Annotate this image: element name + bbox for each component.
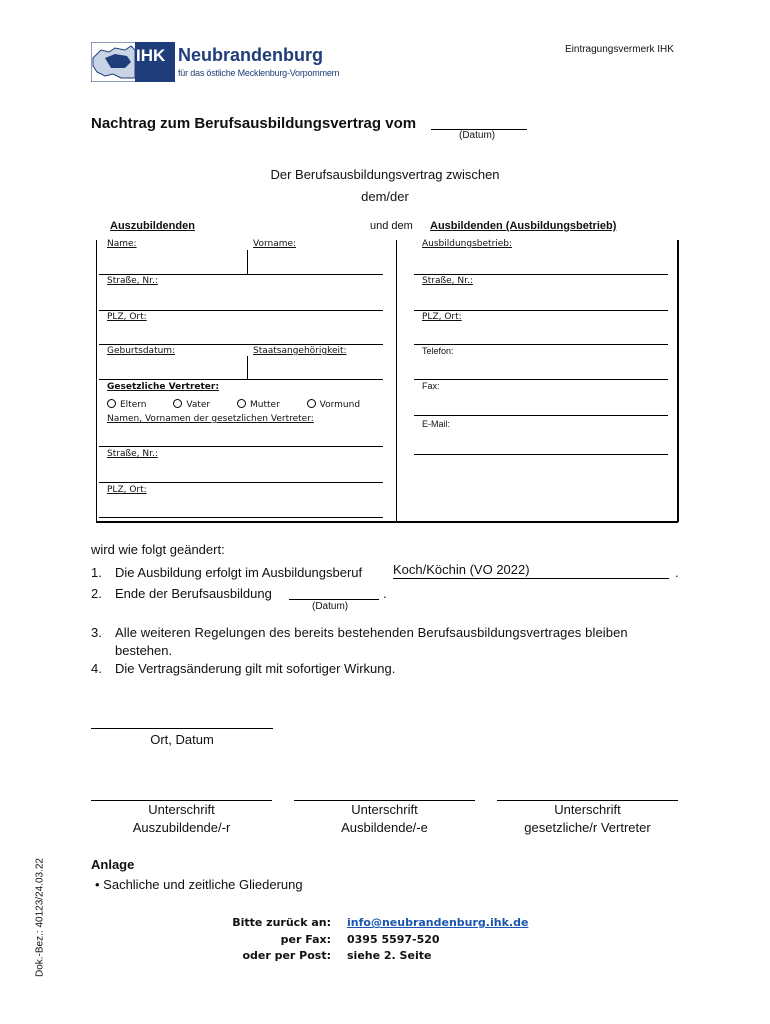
- intro-line-2: dem/der: [361, 189, 409, 204]
- betrieb-heading: Ausbildenden (Ausbildungsbetrieb): [430, 220, 617, 232]
- signature-betrieb-line1: Unterschrift: [351, 802, 418, 817]
- signature-azubi-line2: Auszubildende/-r: [132, 820, 231, 835]
- azubi-name-field[interactable]: [99, 274, 383, 275]
- azubi-staat-label: Staatsangehörigkeit:: [253, 346, 347, 356]
- box-left-border: [96, 240, 97, 522]
- signature-azubi-line1: Unterschrift: [148, 802, 215, 817]
- send-fax-value: 0395 5597-520: [347, 933, 440, 946]
- vertreter-strasse-label: Straße, Nr.:: [107, 449, 158, 459]
- send-email-link[interactable]: info@neubrandenburg.ihk.de: [347, 916, 529, 929]
- vertreter-namen-field[interactable]: [99, 446, 383, 447]
- intro-line-1: Der Berufsausbildungsvertrag zwischen: [270, 167, 500, 182]
- signature-azubi-label: [91, 801, 272, 837]
- vertreter-options: [107, 399, 384, 410]
- option-vater-label: Vater: [186, 400, 211, 410]
- box-middle-border: [396, 240, 397, 522]
- send-label-1: Bitte zurück an:: [232, 916, 331, 929]
- vertreter-strasse-field[interactable]: [99, 482, 383, 483]
- change-item-1-number: 1.: [91, 565, 102, 580]
- ort-datum-field[interactable]: [91, 728, 273, 729]
- ort-datum-label: Ort, Datum: [150, 732, 214, 747]
- vertreter-plz-field[interactable]: [99, 517, 383, 518]
- azubi-geburt-label: Geburtsdatum:: [107, 346, 176, 356]
- betrieb-email-label: E-Mail:: [422, 419, 451, 429]
- vertreter-plz-label: PLZ, Ort:: [107, 485, 147, 495]
- ausbildungsberuf-underline: [393, 578, 669, 579]
- page-title: Nachtrag zum Berufsausbildungsvertrag vom: [91, 115, 417, 132]
- betrieb-email-field[interactable]: [414, 454, 668, 455]
- radio-mutter[interactable]: [237, 399, 246, 408]
- change-item-3-number: 3.: [91, 625, 102, 640]
- send-label-3: oder per Post:: [242, 949, 331, 962]
- azubi-geburt-field[interactable]: [99, 379, 383, 380]
- signature-vertreter-line1: Unterschrift: [554, 802, 621, 817]
- radio-vater[interactable]: [173, 399, 182, 408]
- azubi-name-label: Name:: [107, 239, 137, 249]
- option-vater[interactable]: [173, 400, 210, 410]
- logo-subtitle: für das östliche Mecklenburg-Vorpommern: [178, 68, 340, 78]
- send-label-2: per Fax:: [280, 933, 331, 946]
- betrieb-strasse-field[interactable]: [414, 310, 668, 311]
- box-right-border: [677, 240, 679, 522]
- signature-vertreter-label: [497, 801, 678, 837]
- ausbildungsende-hint: (Datum): [312, 601, 349, 612]
- signature-betrieb-line2: Ausbildende/-e: [341, 820, 428, 835]
- betrieb-plz-field[interactable]: [414, 344, 668, 345]
- betrieb-name-field[interactable]: [414, 274, 668, 275]
- change-item-2-end: .: [383, 586, 387, 601]
- change-item-2-text: Ende der Berufsausbildung: [115, 586, 272, 601]
- betrieb-fax-field[interactable]: [414, 415, 668, 416]
- azubi-strasse-field[interactable]: [99, 310, 383, 311]
- ausbildungsende-field[interactable]: [289, 599, 379, 600]
- signature-vertreter-line2: gesetzliche/r Vertreter: [524, 820, 651, 835]
- change-item-3-text: Alle weiteren Regelungen des bereits bestehenden Berufsausbildungsvertrages bleiben: [115, 625, 628, 640]
- betrieb-name-label: Ausbildungsbetrieb:: [422, 239, 513, 249]
- vertreter-namen-label: Namen, Vornamen der gesetzlichen Vertreter:: [107, 414, 314, 424]
- geburt-divider: [247, 356, 248, 380]
- vertreter-label: Gesetzliche Vertreter:: [107, 382, 219, 392]
- change-item-1-text: Die Ausbildung erfolgt im Ausbildungsberuf: [115, 565, 363, 580]
- betrieb-strasse-label: Straße, Nr.:: [422, 276, 473, 286]
- option-vormund-label: Vormund: [319, 400, 361, 410]
- change-item-4-text: Die Vertragsänderung gilt mit sofortiger Wirkung.: [115, 661, 396, 676]
- change-item-2-number: 2.: [91, 586, 102, 601]
- azubi-plz-field[interactable]: [99, 344, 383, 345]
- radio-eltern[interactable]: [107, 399, 116, 408]
- azubi-plz-label: PLZ, Ort:: [107, 312, 147, 322]
- option-mutter[interactable]: [237, 400, 280, 410]
- betrieb-telefon-field[interactable]: [414, 379, 668, 380]
- anlage-item: • Sachliche und zeitliche Gliederung: [95, 877, 303, 892]
- betrieb-telefon-label: Telefon:: [422, 346, 454, 356]
- azubi-strasse-label: Straße, Nr.:: [107, 276, 158, 286]
- betrieb-fax-label: Fax:: [422, 381, 440, 391]
- radio-vormund[interactable]: [307, 399, 316, 408]
- document-id: Dok.-Bez.: 40123/24.03.22: [34, 858, 46, 977]
- option-mutter-label: Mutter: [250, 400, 280, 410]
- und-dem-text: und dem: [370, 220, 413, 232]
- option-eltern-label: Eltern: [120, 400, 147, 410]
- anlage-heading: Anlage: [91, 857, 135, 872]
- change-item-4-number: 4.: [91, 661, 102, 676]
- betrieb-plz-label: PLZ, Ort:: [422, 312, 462, 322]
- send-post-value: siehe 2. Seite: [347, 949, 432, 962]
- title-date-hint: (Datum): [459, 130, 496, 141]
- azubi-heading: Auszubildenden: [110, 220, 195, 232]
- azubi-vorname-label: Vorname:: [253, 239, 297, 249]
- name-divider: [247, 250, 248, 274]
- change-item-1-end: .: [675, 565, 679, 580]
- change-item-3-text-cont: bestehen.: [115, 643, 173, 658]
- logo-name: Neubrandenburg: [178, 45, 324, 65]
- ausbildungsberuf-field[interactable]: Koch/Köchin (VO 2022): [393, 562, 530, 577]
- signature-betrieb-label: [294, 801, 475, 837]
- eintragungsvermerk: Eintragungsvermerk IHK: [565, 44, 674, 55]
- changes-intro: wird wie folgt geändert:: [91, 542, 225, 557]
- box-bottom-border: [96, 521, 678, 523]
- option-vormund[interactable]: [307, 400, 360, 410]
- option-eltern[interactable]: [107, 400, 147, 410]
- logo-ihk-text: IHK: [136, 46, 166, 65]
